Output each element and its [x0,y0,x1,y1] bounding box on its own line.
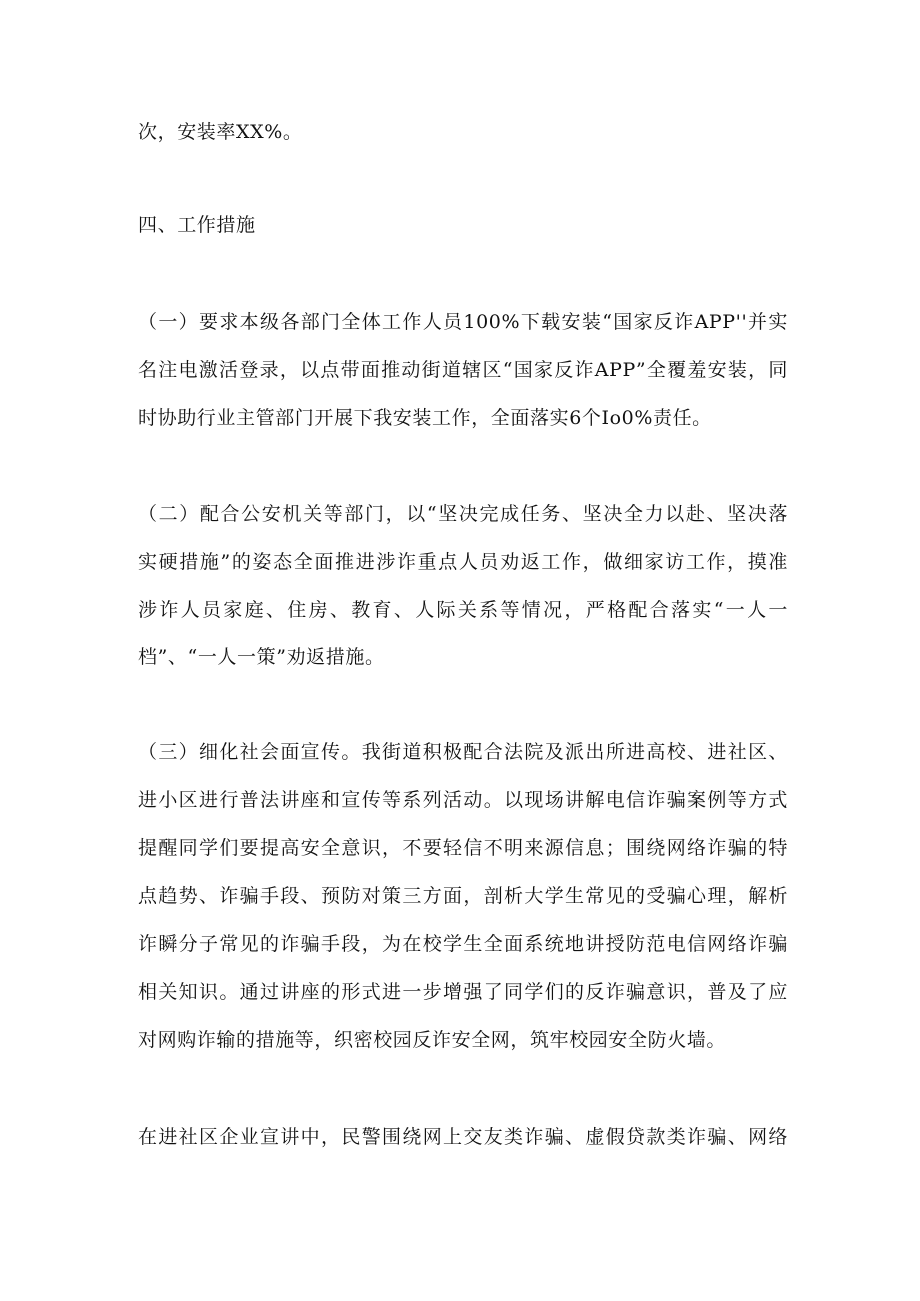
text-line-continuation: 次，安装率XX%。 [138,121,303,143]
paragraph-2-line-2: 实硬措施”的姿态全面推进涉诈重点人员劝返工作，做细家访工作，摸准 [138,551,788,573]
paragraph-3-line-3: 提醒同学们要提高安全意识，不要轻信不明来源信息；围绕网络诈骗的特 [138,837,788,859]
paragraph-3-line-2: 进小区进行普法讲座和宣传等系列活动。以现场讲解电信诈骗案例等方式 [138,789,788,811]
paragraph-3-line-7: 对网购诈输的措施等，织密校园反诈安全网，筑牢校园安全防火墙。 [138,1029,727,1051]
paragraph-1-line-2: 名注电激活登录，以点带面推动街道辖区“国家反诈APP”全覆羞安装，同 [138,359,788,381]
paragraph-2-line-1: （二）配合公安机关等部门，以“坚决完成任务、坚决全力以赴、坚决落 [138,503,788,525]
paragraph-3-line-1: （三）细化社会面宣传。我街道积极配合法院及派出所进高校、进社区、 [138,741,788,763]
paragraph-3-line-5: 诈瞬分子常见的诈骗手段，为在校学生全面系统地讲授防范电信网络诈骗 [138,933,788,955]
paragraph-3-line-6: 相关知识。通过讲座的形式进一步增强了同学们的反诈骗意识，普及了应 [138,981,788,1003]
paragraph-3-line-4: 点趋势、诈骗手段、预防对策三方面，剖析大学生常见的受骗心理，解析 [138,885,788,907]
section-heading-work-measures: 四、工作措施 [138,214,256,236]
paragraph-1-line-1: （一）要求本级各部门全体工作人员100%下载安装“国家反诈APP''并实 [138,311,788,333]
paragraph-1-line-3: 时协助行业主管部门开展下我安装工作，全面落实6个Io0%责任。 [138,407,712,429]
paragraph-4-line-1: 在进社区企业宣讲中，民警围绕网上交友类诈骗、虚假贷款类诈骗、网络 [138,1126,788,1148]
paragraph-2-line-4: 档”、“一人一策”劝返措施。 [138,646,385,668]
paragraph-2-line-3: 涉诈人员家庭、住房、教育、人际关系等情况，严格配合落实“一人一 [138,599,788,621]
